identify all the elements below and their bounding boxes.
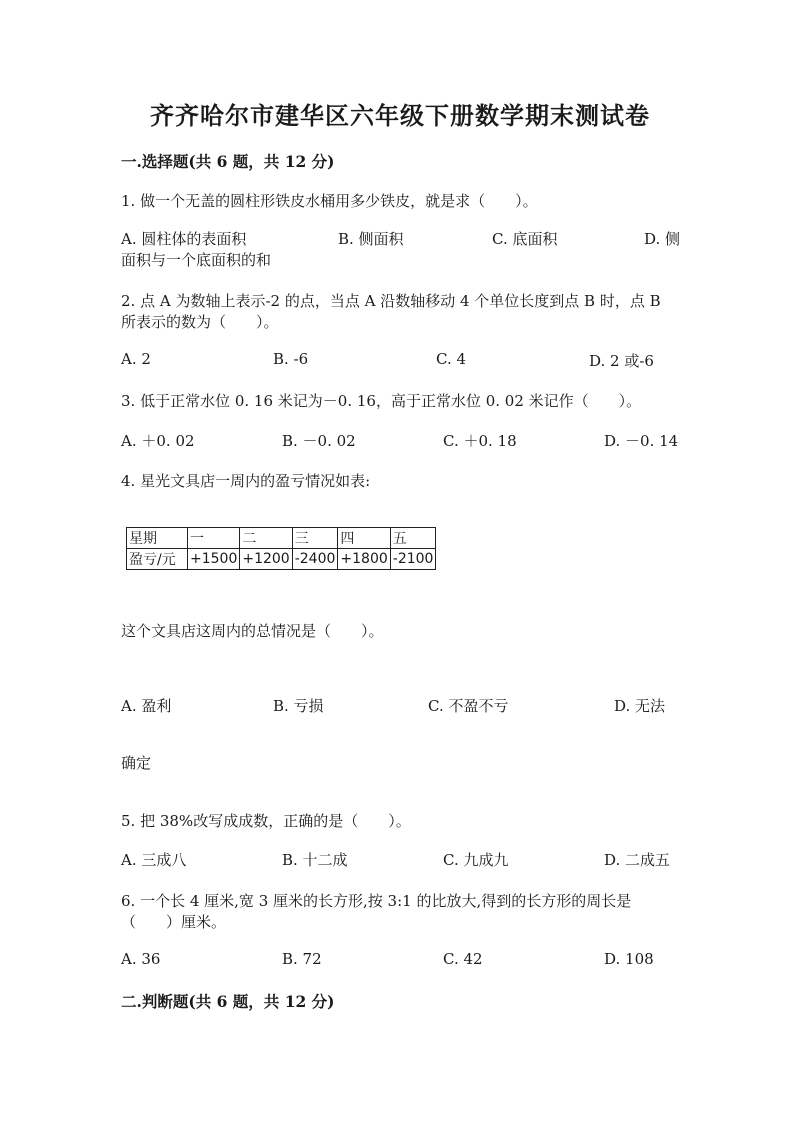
q3-option-b: B. －0. 02	[282, 432, 356, 450]
q6-option-c: C. 42	[443, 950, 483, 968]
q3-option-a: A. ＋0. 02	[121, 432, 195, 450]
table-row-header	[127, 528, 436, 549]
table-cell: 一	[188, 528, 240, 549]
q2-option-a: A. 2	[121, 350, 151, 368]
q5-option-d: D. 二成五	[604, 851, 671, 869]
table-row-values	[127, 549, 436, 570]
q4-option-d-wrap: 确定	[121, 754, 152, 772]
q5-option-c: C. 九成九	[443, 851, 509, 869]
table-cell: 三	[292, 528, 338, 549]
table-cell: 星期	[127, 528, 188, 549]
question-1: 1. 做一个无盖的圆柱形铁皮水桶用多少铁皮，就是求（ ）。	[121, 192, 538, 210]
table-cell: -2100	[390, 549, 436, 570]
question-4-prompt: 这个文具店这周内的总情况是（ ）。	[121, 622, 384, 640]
q1-option-d-wrap: 面积与一个底面积的和	[121, 251, 272, 269]
table-cell: +1500	[188, 549, 240, 570]
question-3: 3. 低于正常水位 0. 16 米记为－0. 16，高于正常水位 0. 02 米记作（ ）。	[121, 392, 642, 410]
q1-option-d: D. 侧	[644, 230, 681, 248]
table-cell: +1800	[338, 549, 390, 570]
question-5: 5. 把 38%改写成成数，正确的是（ ）。	[121, 812, 411, 830]
q2-option-c: C. 4	[436, 350, 467, 368]
q5-option-a: A. 三成八	[121, 851, 187, 869]
question-2-line-1: 2. 点 A 为数轴上表示-2 的点，当点 A 沿数轴移动 4 个单位长度到点 B 时，点 B	[121, 292, 661, 310]
question-2-line-2: 所表示的数为（ ）。	[121, 313, 279, 331]
q6-option-d: D. 108	[604, 950, 654, 968]
q1-option-a: A. 圆柱体的表面积	[121, 230, 247, 248]
q4-option-a: A. 盈利	[121, 697, 172, 715]
question-4: 4. 星光文具店一周内的盈亏情况如表:	[121, 472, 371, 490]
table-cell: 二	[240, 528, 292, 549]
q6-option-a: A. 36	[121, 950, 161, 968]
q5-option-b: B. 十二成	[282, 851, 348, 869]
q3-option-d: D. －0. 14	[604, 432, 679, 450]
question-6-line-1: 6. 一个长 4 厘米,宽 3 厘米的长方形,按 3:1 的比放大,得到的长方形的周长是	[121, 892, 632, 910]
q2-option-b: B. -6	[273, 350, 309, 368]
question-6-line-2: （ ）厘米。	[121, 913, 227, 931]
q1-option-c: C. 底面积	[492, 230, 558, 248]
table-cell: 五	[390, 528, 436, 549]
q6-option-b: B. 72	[282, 950, 322, 968]
q2-option-d: D. 2 或-6	[589, 352, 654, 370]
page-title: 齐齐哈尔市建华区六年级下册数学期末测试卷	[150, 101, 650, 130]
profit-loss-table	[126, 527, 436, 570]
table-cell: 四	[338, 528, 390, 549]
table-cell: +1200	[240, 549, 292, 570]
table-cell: -2400	[292, 549, 338, 570]
q4-option-c: C. 不盈不亏	[428, 697, 509, 715]
section-heading-choice: 一.选择题(共 6 题，共 12 分)	[121, 152, 335, 171]
table-cell: 盈亏/元	[127, 549, 188, 570]
section-heading-judgement: 二.判断题(共 6 题，共 12 分)	[121, 992, 335, 1011]
q4-option-d: D. 无法	[614, 697, 666, 715]
q4-option-b: B. 亏损	[273, 697, 324, 715]
q3-option-c: C. ＋0. 18	[443, 432, 517, 450]
q1-option-b: B. 侧面积	[338, 230, 404, 248]
